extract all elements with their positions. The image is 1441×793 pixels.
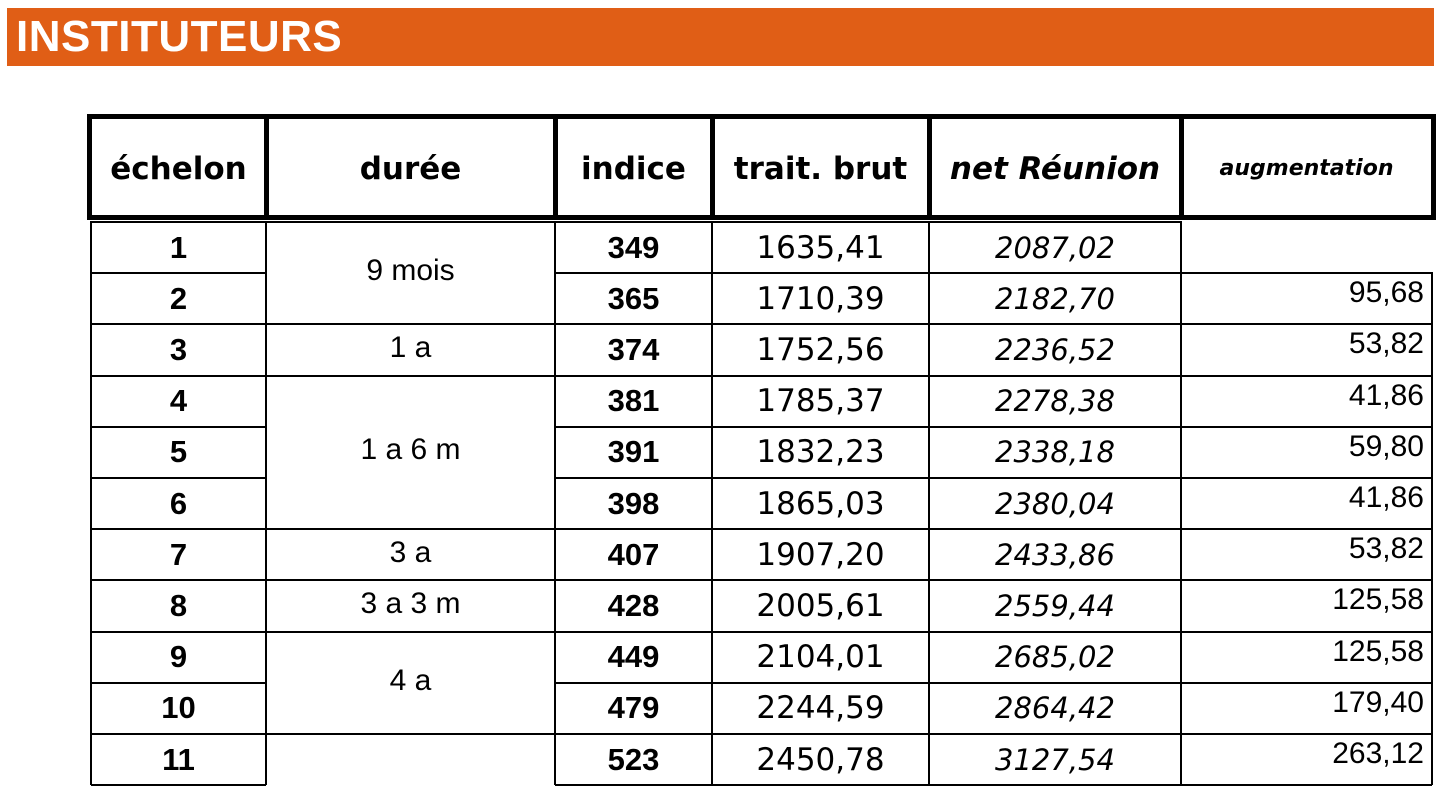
cell-net-reunion: 2338,18 <box>995 435 1115 470</box>
header-augmentation: augmentation <box>1219 156 1394 181</box>
cell-augmentation: 263,12 <box>1332 737 1424 770</box>
cell-trait-brut: 2104,01 <box>756 639 885 676</box>
header-column-border <box>710 114 715 220</box>
header-column-border <box>553 114 558 220</box>
cell-trait-brut: 1752,56 <box>756 331 885 368</box>
cell-augmentation: 41,86 <box>1348 481 1424 514</box>
cell-augmentation: 179,40 <box>1332 685 1424 719</box>
cell-net-reunion: 2236,52 <box>995 332 1115 367</box>
cell-trait-brut: 2450,78 <box>756 741 885 778</box>
cell-augmentation: 125,58 <box>1332 583 1424 617</box>
header-column-border <box>264 114 269 220</box>
cell-indice: 381 <box>607 383 660 419</box>
cell-indice: 428 <box>607 587 660 623</box>
header-column-border <box>1179 114 1184 220</box>
header-column-border <box>927 114 932 220</box>
cell-augmentation: 125,58 <box>1332 634 1424 668</box>
header-duree: durée <box>359 150 462 187</box>
cell-trait-brut: 1907,20 <box>756 536 885 573</box>
cell-indice: 349 <box>607 229 660 265</box>
cell-indice: 407 <box>607 536 660 572</box>
cell-trait-brut: 2244,59 <box>756 690 885 727</box>
cell-augmentation: 41,86 <box>1348 378 1424 412</box>
cell-net-reunion: 2380,04 <box>995 486 1115 521</box>
cell-echelon: 5 <box>169 434 188 470</box>
cell-trait-brut: 1785,37 <box>756 383 885 420</box>
cell-echelon: 4 <box>169 383 188 419</box>
cell-net-reunion: 2685,02 <box>995 640 1115 675</box>
cell-trait-brut: 1635,41 <box>756 229 885 266</box>
header-column-border <box>1431 114 1436 220</box>
header-echelon: échelon <box>110 150 247 187</box>
cell-augmentation: 53,82 <box>1348 327 1424 361</box>
cell-indice: 479 <box>607 690 660 726</box>
header-top-border <box>87 114 1436 119</box>
cell-indice: 398 <box>607 485 660 521</box>
cell-duree: 4 a <box>389 663 432 697</box>
cell-echelon: 2 <box>169 280 188 316</box>
header-net-reunion: net Réunion <box>949 150 1161 187</box>
header-column-border <box>87 114 92 220</box>
cell-echelon: 9 <box>169 639 188 675</box>
cell-net-reunion: 2087,02 <box>995 230 1115 265</box>
cell-duree: 3 a <box>389 535 432 569</box>
cell-augmentation: 59,80 <box>1348 429 1424 463</box>
cell-net-reunion: 2864,42 <box>995 691 1115 726</box>
cell-net-reunion: 2433,86 <box>995 537 1115 572</box>
cell-echelon: 10 <box>161 690 196 726</box>
cell-indice: 374 <box>607 331 660 367</box>
cell-echelon: 1 <box>169 229 188 265</box>
page-title: INSTITUTEURS <box>16 12 343 61</box>
cell-trait-brut: 1710,39 <box>756 280 885 317</box>
cell-indice: 523 <box>607 741 660 777</box>
cell-indice: 365 <box>607 280 660 316</box>
cell-echelon: 11 <box>162 741 195 777</box>
cell-duree: 1 a 6 m <box>360 433 461 467</box>
cell-echelon: 3 <box>169 331 188 367</box>
cell-net-reunion: 2182,70 <box>995 281 1115 316</box>
cell-trait-brut: 1832,23 <box>756 434 885 471</box>
header-indice: indice <box>581 150 686 187</box>
cell-augmentation <box>1181 225 1432 276</box>
cell-net-reunion: 2278,38 <box>995 384 1115 419</box>
cell-duree: 9 mois <box>366 254 455 288</box>
cell-augmentation: 95,68 <box>1348 276 1424 310</box>
cell-echelon: 6 <box>169 485 188 521</box>
cell-echelon: 8 <box>169 587 188 623</box>
cell-duree: 1 a <box>389 330 432 364</box>
cell-trait-brut: 1865,03 <box>756 485 885 522</box>
cell-echelon: 7 <box>169 536 188 572</box>
header-trait-brut: trait. brut <box>733 150 908 187</box>
cell-trait-brut: 2005,61 <box>756 587 885 624</box>
cell-augmentation: 53,82 <box>1348 532 1424 566</box>
cell-duree: 3 a 3 m <box>360 586 461 620</box>
row-border <box>266 733 555 735</box>
cell-net-reunion: 3127,54 <box>995 742 1115 777</box>
cell-net-reunion: 2559,44 <box>995 588 1115 623</box>
cell-indice: 391 <box>607 434 660 470</box>
cell-indice: 449 <box>607 639 660 675</box>
